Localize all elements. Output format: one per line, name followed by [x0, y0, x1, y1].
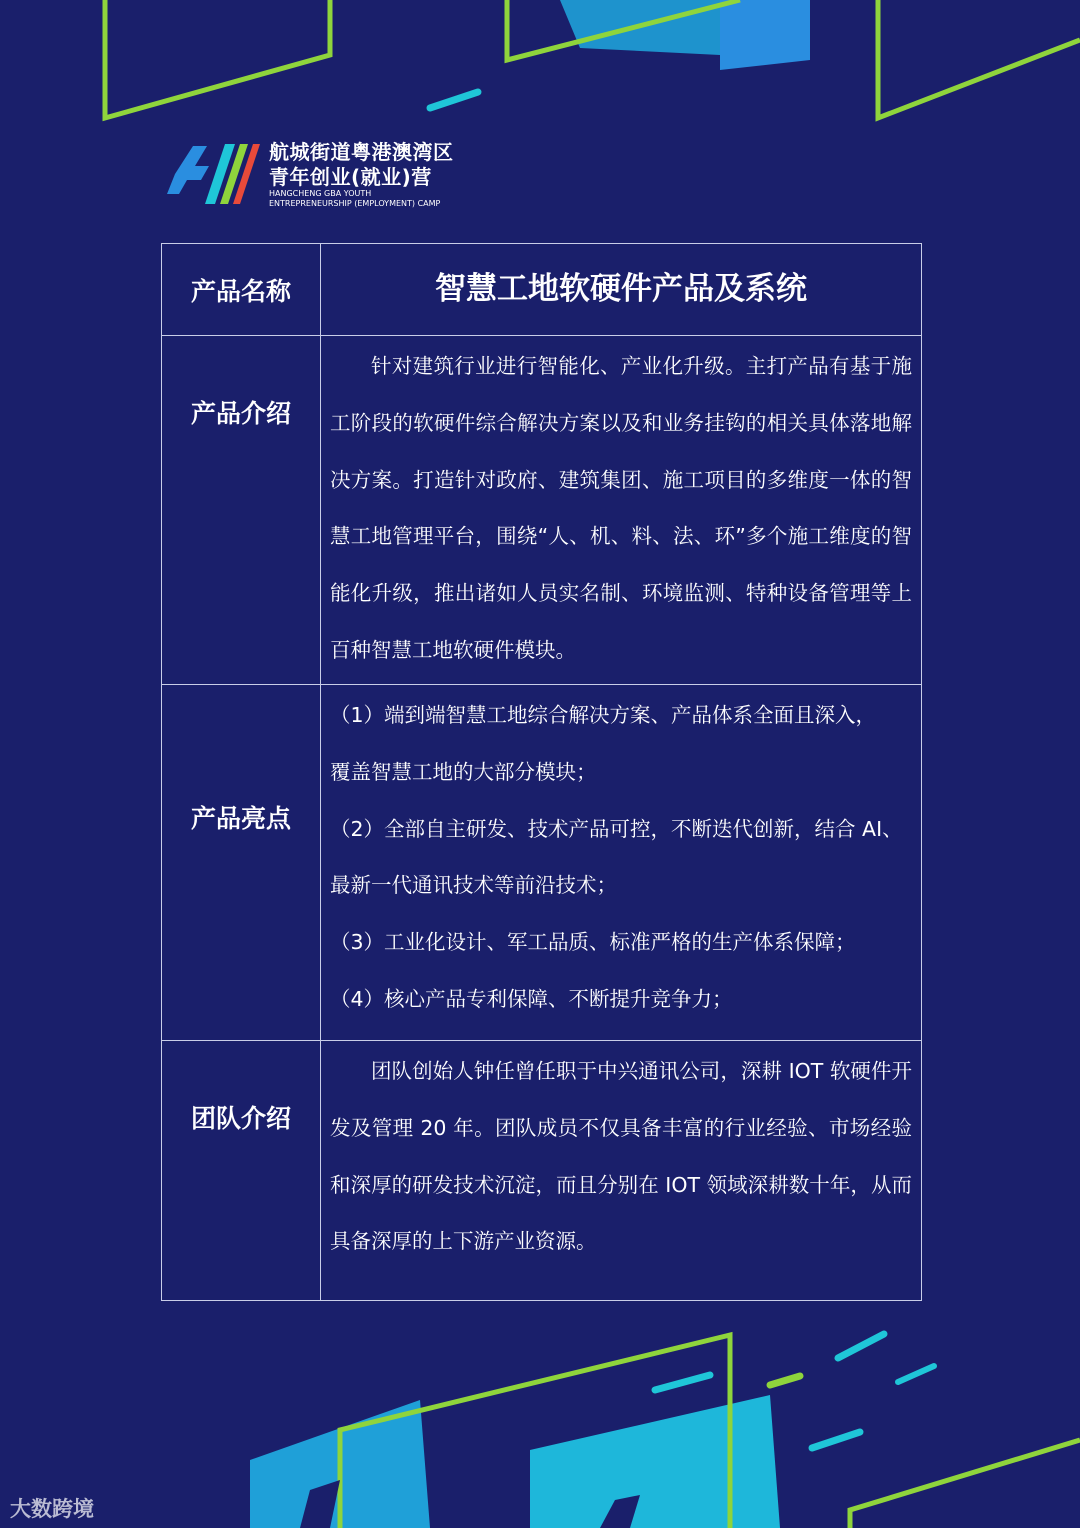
table-row-team-intro — [162, 1041, 922, 1301]
product-highlights-label: 产品亮点 — [162, 685, 321, 1041]
logo-english-line1: HANGCHENG GBA YOUTH — [269, 189, 372, 198]
table-row-product-name — [162, 244, 922, 336]
product-intro-text: 针对建筑行业进行智能化、产业化升级。主打产品有基于施工阶段的软硬件综合解决方案以及和业务挂钩的相关具体落地解决方案。打造针对政府、建筑集团、施工项目的多维度一体的智慧工地管理平台，围绕“人、机、料、法、环”多个施工维度的智能化升级，推出诸如人员实名制、环境监测、特种设备管理等上百种智慧工地软硬件模块。 — [330, 354, 912, 662]
highlight-line: （4）核心产品专利保障、不断提升竞争力； — [330, 986, 733, 1011]
team-intro-label: 团队介绍 — [162, 1041, 321, 1301]
product-name-label: 产品名称 — [162, 244, 321, 336]
logo-english-line2: ENTREPRENEURSHIP (EMPLOYMENT) CAMP — [269, 199, 441, 208]
product-info-table — [161, 243, 922, 1301]
watermark: 大数跨境 — [10, 1497, 94, 1521]
highlight-line: 最新一代通讯技术等前沿技术； — [330, 873, 617, 898]
highlight-line: （3）工业化设计、军工品质、标准严格的生产体系保障； — [330, 930, 856, 955]
product-intro-cell — [321, 336, 922, 685]
table-row-product-intro — [162, 336, 922, 685]
team-intro-text: 团队创始人钟任曾任职于中兴通讯公司，深耕 IOT 软硬件开发及管理 20 年。团队成员不仅具备丰富的行业经验、市场经验和深厚的研发技术沉淀，而且分别在 IOT 领域深耕数十年，从而具备深厚的上下游产业资源。 — [330, 1059, 912, 1254]
highlight-line: （2）全部自主研发、技术产品可控，不断迭代创新，结合 AI、 — [330, 816, 903, 841]
product-intro-label: 产品介绍 — [162, 336, 321, 685]
highlight-line: 覆盖智慧工地的大部分模块； — [330, 759, 597, 784]
logo-title-line2: 青年创业(就业)营 — [269, 165, 432, 189]
product-highlights-cell — [321, 685, 922, 1041]
camp-logo-icon — [165, 134, 265, 214]
logo-title-line1: 航城街道粤港澳湾区 — [269, 140, 454, 164]
table-row-product-highlights — [162, 685, 922, 1041]
product-name-value: 智慧工地软硬件产品及系统 — [321, 244, 922, 336]
team-intro-cell — [321, 1041, 922, 1301]
camp-logo — [165, 134, 485, 214]
highlight-line: （1）端到端智慧工地综合解决方案、产品体系全面且深入， — [330, 703, 877, 727]
